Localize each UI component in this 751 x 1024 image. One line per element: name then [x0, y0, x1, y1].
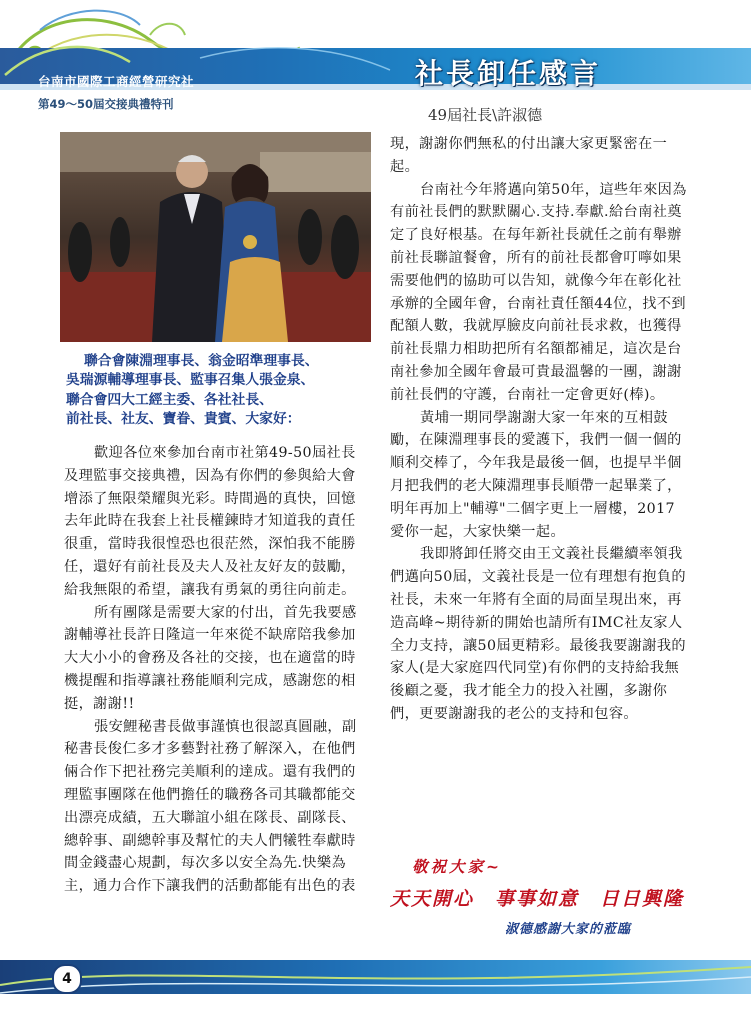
paragraph: 歡迎各位來參加台南市社第49-50屆社長及理監事交接典禮，因為有你們的參與給大會增添了無限榮耀與光彩。時間過的真快，回憶去年此時在我套上社長權鍊時才知道我的責任很重，當時我很惶恐也很茫然，深怕我不能勝任，還好有前社長及夫人及社友好友的鼓勵，給我無限的希望，讓我有勇氣的勇往向前走。: [64, 445, 356, 598]
paragraph: 我即將卸任將交由王文義社長繼續率領我們邁向50屆，文義社長是一位有理想有抱負的社長，未來一年將有全面的局面呈現出來，再造高峰~期待新的開始也請所有IMC社友家人全力支持，讓50屆更精彩。最後我要謝謝我的家人(是大家庭四代同堂)有你們的支持給我無後顧之憂，我才能全力的投入社團，多謝你們，更要謝謝我的老公的支持和包容。: [390, 546, 687, 722]
greeting-line: 聯合會陳淵理事長、翁金昭準理事長、: [84, 353, 319, 369]
special-issue-label: 第49～50屆交接典禮特刊: [38, 97, 174, 111]
swirl-overlay: [0, 0, 751, 110]
organization-name: 台南市國際工商經營研究社: [38, 74, 195, 89]
closing-signature: 淑德感謝大家的蒞臨: [505, 922, 632, 937]
paragraph: 張安鯉秘書長做事謹慎也很認真圓融，副秘書長俊仁多才多藝對社務了解深入，在他們倆合作下把社務完美順利的達成。還有我們的理監事團隊在他們擔任的職務各司其職都能交出漂亮成績，五大聯誼小組在隊長、副隊長、總幹事、副總幹事及幫忙的夫人們犧牲奉獻時間金錢盡心規劃，每次多以安全為先.快樂為主，通力合作下讓我們的活動都能有出色的表: [64, 718, 357, 895]
paragraph: 現，謝謝你們無私的付出讓大家更緊密在一起。: [390, 136, 668, 175]
paragraph: 台南社今年將邁向第50年，這些年來因為有前社長們的默默關心.支持.奉獻.給台南社奠定了良好根基。在每年新社長就任之前有舉辦前社長聯誼餐會，所有的前社長都會叮嚀如果需要他們的協助可以告知，就像今年在彰化社承辦的全國年會，台南社責任額44位，找不到配額人數，我就厚臉皮向前社長求救，也獲得前社長鼎力相助把所有名額都補足，這次是台南社參加全國年會最可貴最溫馨的一團，謝謝前社長們的守護，台南社一定會更好(棒)。: [390, 181, 687, 403]
right-column: [390, 133, 687, 726]
author-byline: 49屆社長\許淑德: [428, 106, 543, 124]
greeting-line: 前社長、社友、寶眷、貴賓、大家好：: [66, 410, 301, 427]
event-photo: [60, 132, 371, 342]
greeting-line: 聯合會四大工經主委、各社社長、: [66, 391, 273, 408]
greeting-block: [66, 352, 376, 429]
left-column: [64, 442, 364, 898]
paragraph: 黃埔一期同學謝謝大家一年來的互相鼓勵，在陳淵理事長的愛護下，我們一個一個的順利交棒了，今年我是最後一個，也提早半個月把我們的老大陳淵理事長順帶一起畢業了，明年再加上"輔導"二個字更上一層樓，2017愛你一起，大家快樂一起。: [390, 409, 682, 540]
page-header: [0, 0, 751, 124]
paragraph: 所有團隊是需要大家的付出，首先我要感謝輔導社長許日隆這一年來從不缺席陪我參加大大小小的會務及各社的交接，也在適當的時機提醒和指導讓社務能順利完成，感謝您的相挺，謝謝!!: [64, 604, 357, 712]
page-title: 社長卸任感言: [415, 57, 602, 90]
closing-blessing: 天天開心 事事如意 日日興隆: [390, 888, 685, 910]
footer-wave-decoration: [0, 955, 751, 1000]
closing-wish: 敬祝大家~: [412, 857, 502, 876]
greeting-line: 吳瑞源輔導理事長、監事召集人張金泉、: [66, 372, 315, 389]
page-number: 4: [52, 964, 82, 994]
